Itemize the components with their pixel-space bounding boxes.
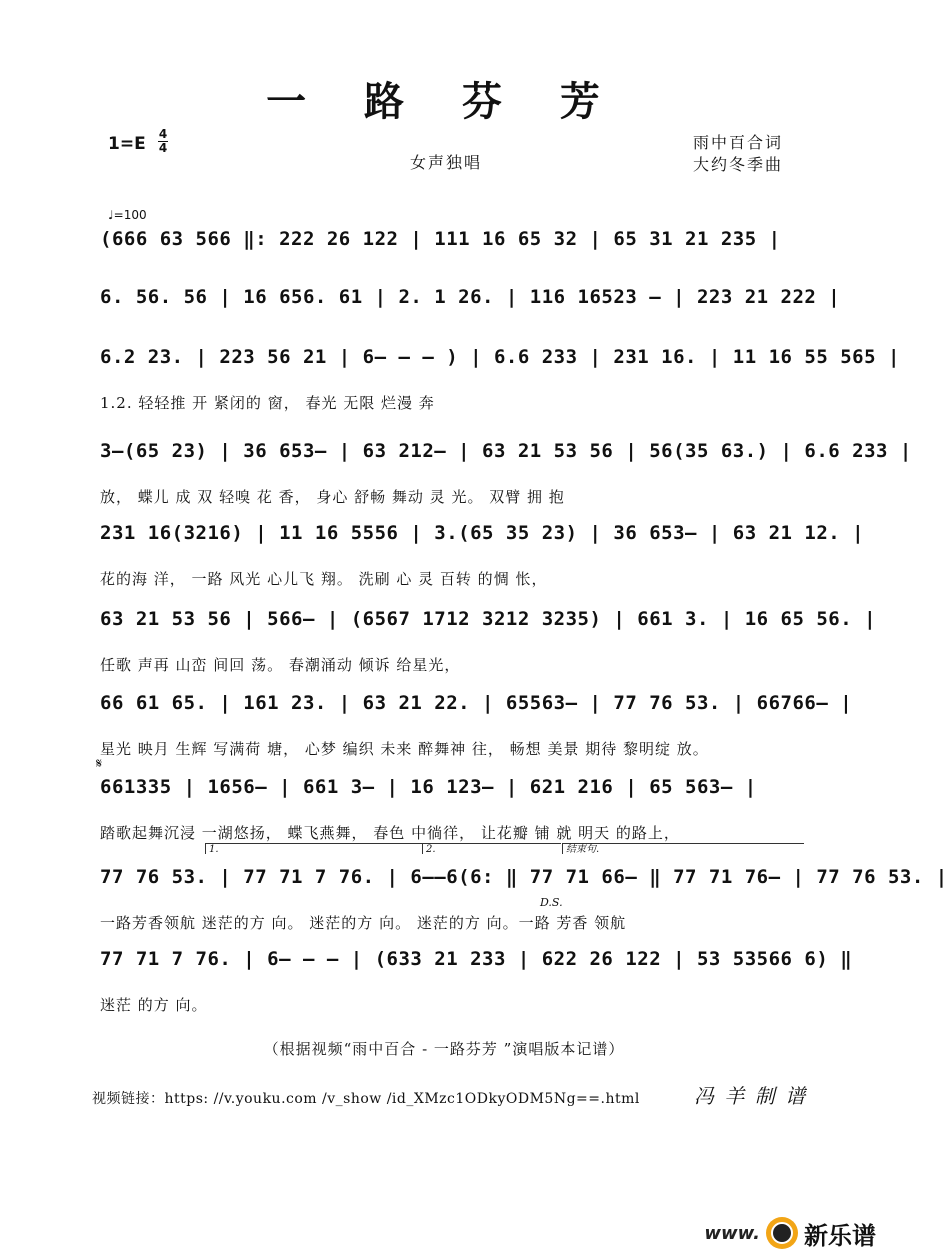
notation-line: (666 63 566 ‖: 222 26 122 | 111 16 65 32 | 65 31 21 235 | — [100, 228, 781, 250]
performance-type: 女声独唱 — [410, 153, 483, 172]
final-ending-bracket: 结束句. — [562, 843, 804, 854]
score-system — [100, 608, 877, 700]
lyrics-line: 1.2. 轻轻推 开 紧闭的 窗， 春光 无限 烂漫 奔 — [100, 394, 435, 412]
notation-line: 66 61 65. | 161 23. | 63 21 22. | 65563– | 77 76 53. | 66766– | — [100, 692, 853, 714]
notation-line: 6. 56. 56 | 16 656. 61 | 2. 1 26. | 116 16523 – | 223 21 222 | — [100, 286, 841, 308]
score-system — [100, 346, 900, 438]
score-system — [100, 776, 802, 868]
time-signature-top: 4 — [158, 127, 168, 141]
time-signature-bottom: 4 — [158, 141, 168, 155]
lyrics-line: 迷茫 的方 向。 — [100, 996, 208, 1014]
notation-line: 63 21 53 56 | 566– | (6567 1712 3212 3235) | 661 3. | 16 65 56. | — [100, 608, 877, 630]
lyrics-line: 星光 映月 生辉 写满荷 塘， 心梦 编织 未来 醉舞神 往， 畅想 美景 期待 黎明绽 放。 — [100, 740, 709, 758]
score-system — [100, 440, 912, 532]
song-title: 一 路 芬 芳 — [266, 78, 622, 125]
score-system — [100, 692, 853, 784]
lyrics-line: 一路芳香领航 迷茫的方 向。 迷茫的方 向。 迷茫的方 向。一路 芳香 领航 — [100, 914, 627, 932]
key-signature: 1=E — [108, 134, 146, 154]
score-system — [100, 866, 948, 958]
transcriber-signature: 冯 羊 制 谱 — [694, 1084, 808, 1108]
notation-line: 231 16(3216) | 11 16 5556 | 3.(65 35 23) | 36 653– | 63 21 12. | — [100, 522, 865, 544]
watermark-url: www. — [704, 1222, 760, 1244]
lyrics-line: 花的海 洋， 一路 风光 心儿飞 翔。 洗刷 心 灵 百转 的惆 怅， — [100, 570, 548, 588]
video-link[interactable]: 视频链接：https: //v.youku.com /v_show /id_XMzc1ODkyODM5Ng==.html — [92, 1091, 640, 1107]
time-signature — [158, 128, 168, 155]
segno-sign: 𝄋 — [96, 756, 103, 772]
dal-segno-mark: D.S. — [540, 896, 563, 909]
composer-credit: 大约冬季曲 — [693, 155, 784, 174]
transcription-note: （根据视频“雨中百合 - 一路芬芳 ”演唱版本记谱） — [263, 1040, 625, 1058]
score-system — [100, 948, 853, 1040]
notation-line: 3–(65 23) | 36 653– | 63 212– | 63 21 53 56 | 56(35 63.) | 6.6 233 | — [100, 440, 912, 462]
tempo-marking: ♩=100 — [108, 208, 147, 222]
volta-first-ending: 1. — [205, 843, 424, 854]
notation-line: 661335 | 1656– | 661 3– | 16 123– | 621 216 | 65 563– | — [100, 776, 757, 798]
lyrics-line: 放， 蝶儿 成 双 轻嗅 花 香， 身心 舒畅 舞动 灵 光。 双臂 拥 抱 — [100, 488, 565, 506]
volta-second-ending: 2. — [422, 843, 561, 854]
site-watermark — [704, 1214, 876, 1252]
notation-line: 77 71 7 76. | 6– – – | (633 21 233 | 622 26 122 | 53 53566 6) ‖ — [100, 948, 853, 970]
lyrics-line: 踏歌起舞沉浸 一湖悠扬， 蝶飞燕舞， 春色 中徜徉， 让花瓣 铺 就 明天 的路上， — [100, 824, 680, 842]
lyrics-line: 任歌 声再 山峦 间回 荡。 春潮涌动 倾诉 给星光， — [100, 656, 461, 674]
lyricist-credit: 雨中百合词 — [693, 133, 784, 152]
music-disc-icon — [766, 1217, 798, 1249]
watermark-brand: 新乐谱 — [804, 1221, 876, 1250]
notation-line: 6.2 23. | 223 56 21 | 6– – – ) | 6.6 233 | 231 16. | 11 16 55 565 | — [100, 346, 900, 368]
score-system — [100, 522, 865, 614]
notation-line: 77 76 53. | 77 71 7 76. | 6––6(6: ‖ 77 71 66– ‖ 77 71 76– | 77 76 53. | — [100, 866, 948, 888]
